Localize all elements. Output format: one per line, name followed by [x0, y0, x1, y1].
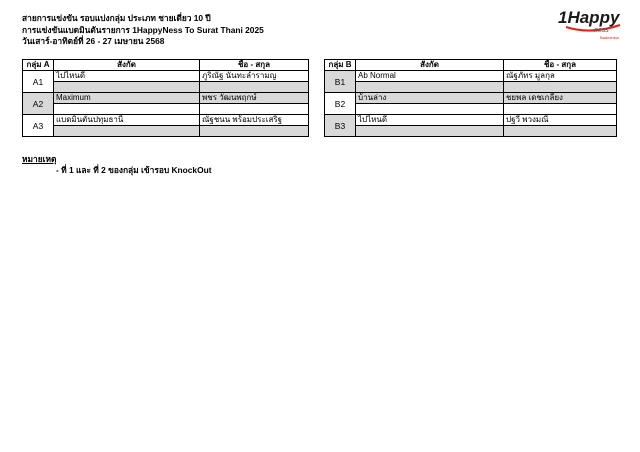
group-b-header-row [325, 60, 617, 71]
table-row [23, 115, 309, 126]
table-row-blank [325, 104, 617, 115]
blank-cell [504, 104, 617, 115]
table-row [325, 115, 617, 126]
table-row-blank [325, 82, 617, 93]
blank-cell [54, 104, 200, 115]
table-row [23, 93, 309, 104]
group-b-table [324, 59, 617, 137]
blank-cell [356, 126, 504, 137]
table-row [23, 71, 309, 82]
player-name-cell: ภูริณัฐ นันทะลำรามญ [200, 71, 309, 82]
group-code: A2 [23, 93, 54, 115]
affiliation-cell: ไปไหนดี [356, 115, 504, 126]
affiliation-cell: แบดมินตันปทุมธานี [54, 115, 200, 126]
logo-sub-text: ness [594, 27, 609, 34]
notes-section [22, 154, 212, 176]
group-a-table [22, 59, 309, 137]
logo-main-text: 1Happy [558, 8, 620, 27]
group-code: A3 [23, 115, 54, 137]
group-b-header-name: ชื่อ - สกุล [504, 60, 617, 71]
group-code: B1 [325, 71, 356, 93]
blank-cell [200, 126, 309, 137]
header-line-1: สายการแข่งขัน รอบแบ่งกลุ่ม ประเภท ชายเดี่ยว 10 ปี [22, 13, 211, 23]
group-code: A1 [23, 71, 54, 93]
table-row [325, 71, 617, 82]
player-name-cell: ปฐวี พวงมณี [504, 115, 617, 126]
table-row-blank [23, 104, 309, 115]
document-header [22, 13, 264, 48]
notes-title: หมายเหตุ [22, 154, 57, 164]
logo-tag-text: Badminton [600, 35, 620, 40]
affiliation-cell: บ้านล่าง [356, 93, 504, 104]
table-row-blank [23, 82, 309, 93]
group-b-header-affiliation: สังกัด [356, 60, 504, 71]
affiliation-cell: Ab Normal [356, 71, 504, 82]
affiliation-cell: ไปไหนดี [54, 71, 200, 82]
blank-cell [200, 104, 309, 115]
player-name-cell: ณัฐชนน พร้อมประเสริฐ [200, 115, 309, 126]
group-a-header-row [23, 60, 309, 71]
header-line-2: การแข่งขันแบดมินตันรายการ 1HappyNess To Surat Thani 2025 [22, 24, 264, 35]
blank-cell [54, 82, 200, 93]
group-code: B3 [325, 115, 356, 137]
blank-cell [54, 126, 200, 137]
player-name-cell: ชยพล เดชเกลี้ยง [504, 93, 617, 104]
table-row-blank [23, 126, 309, 137]
group-a-header-affiliation: สังกัด [54, 60, 200, 71]
player-name-cell: ณัฐภัทร มูลกุล [504, 71, 617, 82]
player-name-cell: พชร วัฒนพฤกษ์ [200, 93, 309, 104]
group-b-header-group: กลุ่ม B [325, 60, 356, 71]
group-code: B2 [325, 93, 356, 115]
table-row [325, 93, 617, 104]
group-a-header-group: กลุ่ม A [23, 60, 54, 71]
affiliation-cell: Maximum [54, 93, 200, 104]
blank-cell [200, 82, 309, 93]
blank-cell [504, 126, 617, 137]
happyness-logo [556, 5, 626, 43]
group-a-header-name: ชื่อ - สกุล [200, 60, 309, 71]
table-row-blank [325, 126, 617, 137]
blank-cell [504, 82, 617, 93]
blank-cell [356, 104, 504, 115]
blank-cell [356, 82, 504, 93]
header-line-3: วันเสาร์-อาทิตย์ที่ 26 - 27 เมษายน 2568 [22, 36, 165, 46]
notes-item: - ที่ 1 และ ที่ 2 ของกลุ่ม เข้ารอบ KnockOut [56, 165, 212, 175]
